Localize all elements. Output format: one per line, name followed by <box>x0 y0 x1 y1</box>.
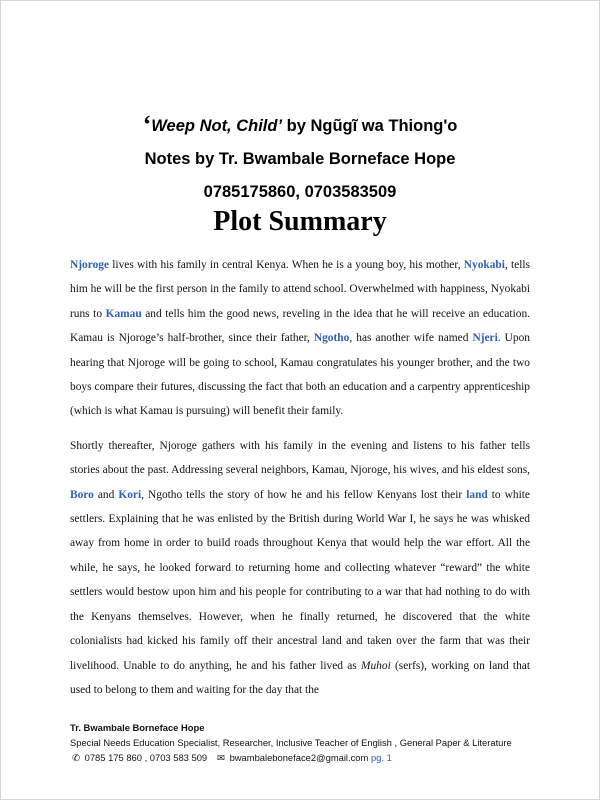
book-title <box>70 108 530 143</box>
notes-by: Notes by Tr. Bwambale Borneface Hope <box>144 150 456 168</box>
book-author: by Ngũgĩ wa Thiong'o <box>282 117 458 135</box>
paragraph-2 <box>70 434 530 702</box>
text-run: , tells him he will be the first person in the family to attend school. Overwhelmed with happiness, Nyokabi runs to <box>70 259 530 320</box>
text-run: (serfs), working on land that used to belong to them and waiting for the day that the <box>70 659 531 696</box>
page-number: pg. 1 <box>370 752 392 763</box>
book-name: Weep Not, Child’ <box>151 117 283 135</box>
title-block <box>70 108 530 209</box>
text-run: to white settlers. Explaining that he was enlisted by the British during World War I, he says he was whisked away from home in order to build roads throughout Kenya that would help the war effort. All the while, he says, he looked forward to returning home and collecting whatever “reward” the white settlers would bestow upon him and his people for contributing to a war that had nothing to do with the Kenyans themselves. However, when he finally returned, he discovered that the white colonialists had kicked his family off their ancestral land and taken over the farm that was their livelihood. Unable to do anything, he and his father lived as <box>70 488 530 672</box>
character-name: Nyokabi <box>463 259 505 271</box>
footer-contacts <box>70 750 540 765</box>
character-name: Kori <box>118 488 142 501</box>
text-run: , Ngotho tells the story of how he and his fellow Kenyans lost their <box>141 488 467 501</box>
mail-icon: ✉ <box>217 752 225 763</box>
character-name: Ngotho <box>313 332 350 345</box>
footer-role: Special Needs Education Specialist, Researcher, Inclusive Teacher of English , General Paper & Literature <box>70 737 512 748</box>
paragraph-1 <box>70 253 530 424</box>
contact-phones: 0785175860, 0703583509 <box>203 183 397 201</box>
footer-author: Tr. Bwambale Borneface Hope <box>70 722 205 733</box>
footer-phones: 0785 175 860 , 0703 583 509 <box>84 752 208 763</box>
body-text <box>70 253 530 712</box>
term-muhoi: Muhoi <box>361 659 391 672</box>
character-name: Njeri <box>472 332 498 345</box>
page-heading: Plot Summary <box>213 206 387 237</box>
phone-icon: ✆ <box>72 752 80 763</box>
character-name: Njoroge <box>70 259 110 271</box>
text-run: and tells him the good news, reveling in the idea that he will receive an education. Kamau is Njoroge’s half-brother, since their father, <box>70 307 530 345</box>
text-run: , has another wife named <box>349 332 473 345</box>
text-run: . Upon hearing that Njoroge will be going to school, Kamau congratulates his younger brother, and the two boys compare their futures, discussing the fact that both an education and a carpentry apprenticeship (which is what Kamau is pursuing) will benefit their family. <box>70 332 530 418</box>
character-name: Kamau <box>105 307 142 320</box>
page-footer <box>70 720 540 765</box>
character-name: Boro <box>70 488 94 501</box>
text-run: Shortly thereafter, Njoroge gathers with his family in the evening and listens to his father tells stories about the past. Addressing several neighbors, Kamau, Njoroge, his wives, and his eldest sons, <box>70 439 530 477</box>
text-run: and <box>93 488 119 501</box>
title-quote-mark: ‘ <box>142 110 152 139</box>
keyword-land: land <box>466 488 488 501</box>
text-run: lives with his family in central Kenya. When he is a young boy, his mother, <box>109 259 464 271</box>
footer-email[interactable]: bwambaleboneface2@gmail.com <box>229 752 369 763</box>
